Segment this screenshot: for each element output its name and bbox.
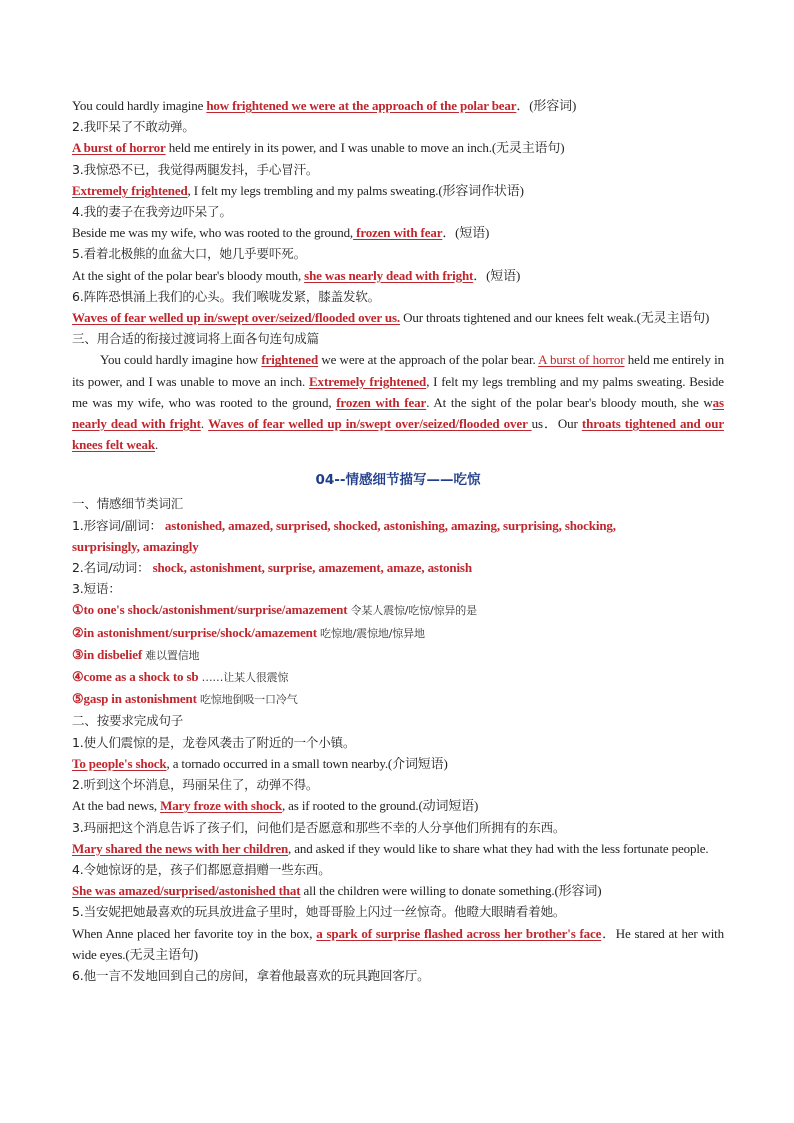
paragraph-text: , I felt my legs trembling and my palms sweating. Beside me was my wife, who was rooted to the ground, — [72, 373, 724, 410]
phrase-item — [72, 622, 724, 644]
question-s5: 5.当安妮把她最喜欢的玩具放进盒子里时，她哥哥脸上闪过一丝惊奇。他瞪大眼睛看着她。 — [72, 904, 566, 920]
sentence-text: At the sight of the polar bear's bloody mouth, — [72, 267, 305, 283]
question-s4: 4.令她惊讶的是，孩子们都愿意捐赠一些东西。 — [72, 861, 331, 877]
question-s1: 1.使人们震惊的是，龙卷风袭击了附近的一个小镇。 — [72, 734, 356, 750]
sentence-text: , and asked if they would like to share what they had with the less fortunate people. — [288, 840, 709, 856]
phrase-item — [72, 644, 724, 666]
phrase-chinese: 吃惊地/震惊地/惊异地 — [320, 626, 425, 640]
sentence-text: Our throats tightened and our knees felt weak.(无灵主语句) — [400, 310, 710, 326]
sentence-text: When Anne placed her favorite toy in the box, — [72, 925, 317, 941]
sentence-note: ．(短语) — [473, 267, 521, 283]
part1-heading: 一、情感细节类词汇 — [72, 496, 184, 512]
combined-paragraph — [72, 349, 724, 455]
phrase-list — [72, 599, 724, 710]
noun-line — [72, 557, 724, 578]
answer-text: Extremely frightened — [72, 182, 188, 198]
sentence-text: , a tornado occurred in a small town nearby.(介词短语) — [166, 755, 448, 771]
paragraph-text: held me entirely in its power, and I was unable to move an inch. — [72, 352, 725, 389]
vocab-words: surprisingly, amazingly — [72, 538, 199, 554]
sentence-text: You could hardly imagine — [72, 98, 207, 113]
answer-line-s5 — [72, 923, 724, 965]
answer-text: She was amazed/surprised/astonished that — [72, 883, 301, 899]
answer-text: To people's shock — [72, 755, 167, 771]
answer-line-q6 — [72, 307, 724, 328]
answer-text: as nearly dead with fright — [72, 394, 724, 432]
vocab-words: shock, astonishment, surprise, amazement, amaze, astonish — [152, 560, 472, 576]
answer-text: frozen with fear — [336, 394, 427, 410]
phrase-english: ②in astonishment/surprise/shock/amazement — [72, 624, 317, 640]
answer-text: A burst of horror — [72, 140, 166, 156]
answer-text: she was nearly dead with fright — [304, 267, 474, 283]
paragraph-text: You could hardly imagine how — [100, 352, 262, 368]
part2-heading: 二、按要求完成句子 — [72, 713, 184, 729]
vocab-words: astonished, amazed, surprised, shocked, astonishing, amazing, surprising, shocking, — [164, 517, 616, 533]
sentence-text: ．He stared at her with wide eyes.(无灵主语句) — [72, 925, 724, 962]
sentence-text: all the children were willing to donate something.(形容词) — [300, 883, 602, 899]
paragraph-text: we were at the approach of the polar bear. — [318, 352, 539, 368]
answer-line-s4 — [72, 880, 724, 901]
phrase-chinese: ……让某人很震惊 — [201, 671, 289, 685]
phrase-english: ⑤gasp in astonishment — [72, 691, 197, 707]
phrase-chinese: 难以置信地 — [145, 648, 200, 662]
phrase-item — [72, 666, 724, 688]
section-title: 04--情感细节描写——吃惊 — [315, 472, 481, 489]
question-s6: 6.他一言不发地回到自己的房间，拿着他最喜欢的玩具跑回客厅。 — [72, 967, 430, 983]
answer-text: Extremely frightened — [308, 373, 427, 389]
adjective-line — [72, 515, 724, 536]
sentence-text: At the bad news, — [72, 798, 161, 814]
answer-text: Mary froze with shock — [160, 798, 282, 814]
phrase-item — [72, 599, 724, 621]
paragraph-text: . — [155, 437, 159, 453]
answer-text: how frightened we were at the approach of the polar bear — [206, 98, 517, 113]
phrase-english: ③in disbelief — [72, 646, 143, 662]
answer-text: Waves of fear welled up in/swept over/seized/flooded over — [208, 416, 532, 432]
answer-line-s2 — [72, 795, 724, 816]
sentence-text: , as if rooted to the ground.(动词短语) — [281, 798, 479, 814]
question-s2: 2.听到这个坏消息，玛丽呆住了，动弹不得。 — [72, 777, 319, 793]
phrase-label: 3.短语： — [72, 581, 121, 597]
paragraph-text: . — [200, 416, 209, 432]
phrase-english: ④come as a shock to sb — [72, 669, 199, 685]
answer-text: throats tightened and our knees felt weak — [72, 416, 724, 453]
question-q4: 4.我的妻子在我旁边吓呆了。 — [72, 204, 232, 220]
question-q2: 2.我吓呆了不敢动弹。 — [72, 119, 195, 135]
phrase-item — [72, 688, 724, 710]
sentence-text: Beside me was my wife, who was rooted to the ground, — [72, 225, 354, 241]
answer-line-q1 — [72, 95, 724, 116]
phrase-chinese: 吃惊地倒吸一口冷气 — [199, 693, 298, 707]
adjective-line-2 — [72, 536, 724, 557]
question-q3: 3.我惊恐不已，我觉得两腿发抖，手心冒汗。 — [72, 161, 319, 177]
document-page — [72, 95, 724, 986]
answer-line-q3 — [72, 180, 724, 201]
answer-line-s3 — [72, 838, 724, 859]
phrase-chinese: 令某人震惊/吃惊/惊异的是 — [350, 604, 478, 618]
question-s3: 3.玛丽把这个消息告诉了孩子们，问他们是否愿意和那些不幸的人分享他们所拥有的东西。 — [72, 819, 566, 835]
answer-line-s1 — [72, 753, 724, 774]
answer-line-q2 — [72, 137, 724, 158]
vocab-label: 1.形容词/副词： — [72, 517, 162, 533]
phrase-english: ①to one's shock/astonishment/surprise/amazement — [72, 602, 348, 618]
answer-text: Waves of fear welled up in/swept over/seized/flooded over us. — [72, 310, 400, 326]
question-q6: 6.阵阵恐惧涌上我们的心头。我们喉咙发紧，膝盖发软。 — [72, 288, 381, 304]
part3-heading: 三、用合适的衔接过渡词将上面各句连句成篇 — [72, 331, 320, 347]
answer-text: frightened — [261, 352, 319, 368]
answer-text: a spark of surprise flashed across her brother's face — [316, 925, 602, 941]
question-q5: 5.看着北极熊的血盆大口，她几乎要吓死。 — [72, 246, 306, 262]
vocab-label: 2.名词/动词： — [72, 560, 150, 576]
sentence-note: ．(形容词) — [516, 98, 577, 113]
answer-text: A burst of horror — [538, 352, 625, 368]
sentence-note: ．(短语) — [442, 225, 490, 241]
sentence-text: held me entirely in its power, and I was unable to move an inch.(无灵主语句) — [165, 140, 565, 156]
answer-text: Mary shared the news with her children — [72, 840, 289, 856]
sentence-text: , I felt my legs trembling and my palms sweating.(形容词作状语) — [187, 182, 524, 198]
answer-text: frozen with fear — [353, 225, 443, 241]
answer-line-q5 — [72, 265, 724, 286]
paragraph-text: . At the sight of the polar bear's bloody mouth, she w — [426, 394, 713, 410]
answer-line-q4 — [72, 222, 724, 243]
paragraph-text: us．Our — [531, 416, 582, 432]
